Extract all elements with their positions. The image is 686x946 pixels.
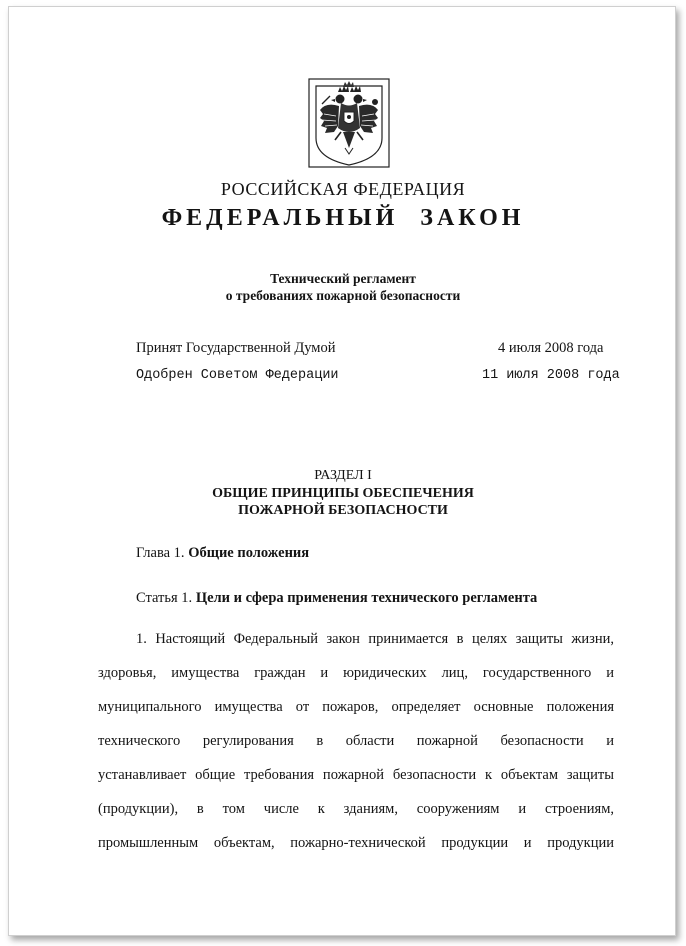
body-line: (продукции), в том числе к зданиям, сооружениям и строениям, — [98, 801, 614, 817]
duma-adoption-label: Принят Государственной Думой — [136, 340, 336, 356]
duma-adoption-date: 4 июля 2008 года — [498, 340, 604, 356]
body-line: технического регулирования в области пожарной безопасности и — [98, 733, 614, 749]
country-heading: РОССИЙСКАЯ ФЕДЕРАЦИЯ — [220, 179, 466, 199]
article-body — [98, 622, 614, 860]
chapter-heading — [136, 545, 309, 562]
section-title-line-1: ОБЩИЕ ПРИНЦИПЫ ОБЕСПЕЧЕНИЯ — [212, 486, 474, 501]
russian-coat-of-arms-icon — [308, 78, 390, 168]
document-type-heading: ФЕДЕРАЛЬНЫЙ ЗАКОН — [161, 205, 525, 231]
council-approval-label: Одобрен Советом Федерации — [136, 368, 339, 383]
body-line: устанавливает общие требования пожарной безопасности к объектам защиты — [98, 767, 614, 783]
chapter-prefix: Глава 1. — [136, 545, 185, 561]
chapter-title: Общие положения — [188, 545, 310, 561]
section-title-line-2: ПОЖАРНОЙ БЕЗОПАСНОСТИ — [238, 503, 448, 518]
body-line: здоровья, имущества граждан и юридических лиц, государственного и — [98, 665, 614, 681]
council-approval-date: 11 июля 2008 года — [482, 368, 620, 383]
article-heading — [136, 590, 537, 607]
article-title: Цели и сфера применения технического регламента — [195, 590, 538, 606]
body-line: промышленным объектам, пожарно-технической продукции и продукции — [98, 835, 614, 851]
body-line: 1. Настоящий Федеральный закон принимается в целях защиты жизни, — [136, 631, 614, 647]
law-subtitle-line-1: Технический регламент — [270, 271, 416, 286]
law-subtitle-line-2: о требованиях пожарной безопасности — [225, 288, 461, 303]
article-prefix: Статья 1. — [136, 590, 193, 606]
body-line: муниципального имущества от пожаров, определяет основные положения — [98, 699, 614, 715]
section-number: РАЗДЕЛ I — [314, 468, 372, 483]
